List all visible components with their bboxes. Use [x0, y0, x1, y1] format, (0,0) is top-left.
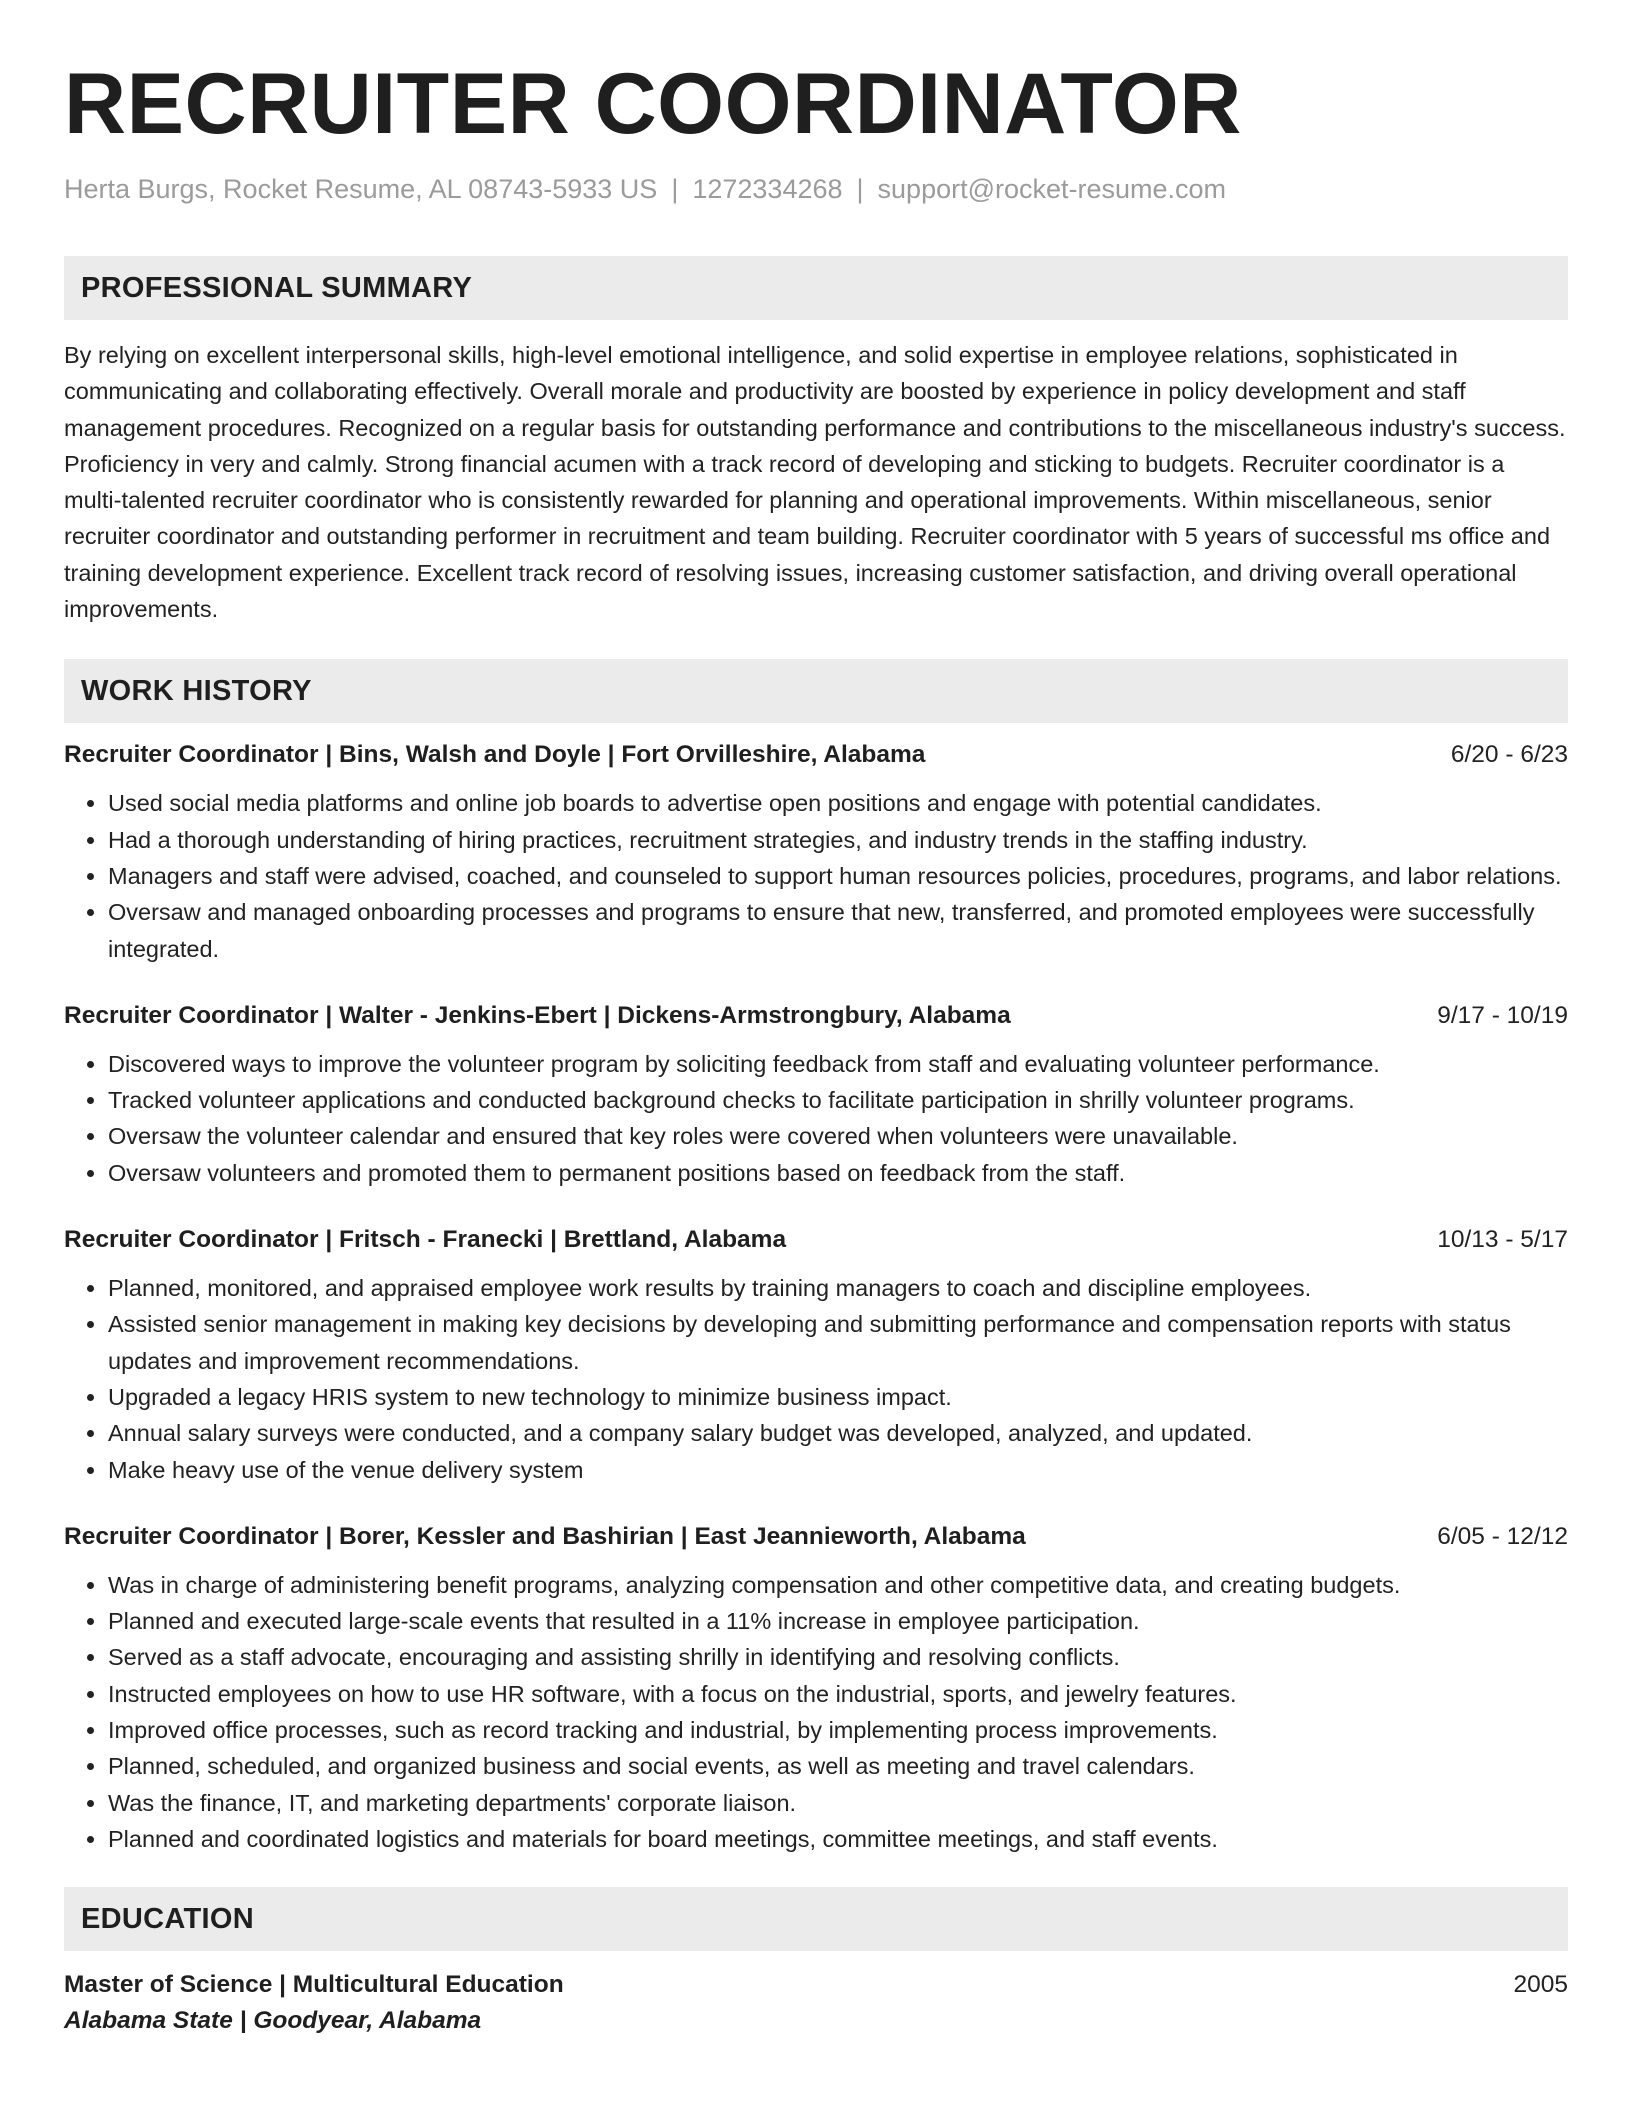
job-title: Recruiter Coordinator | Bins, Walsh and Doyle | Fort Orvilleshire, Alabama — [64, 741, 926, 769]
education-school: Alabama State | Goodyear, Alabama — [64, 2007, 482, 2035]
job-bullet-list — [64, 1270, 1568, 1488]
summary-text: By relying on excellent interpersonal skills, high-level emotional intelligence, and solid expertise in employee relations, sophisticated in communicating and collaborating effectively. Overall morale and productivity are boosted by experience in policy development and staff management procedures. Recognized on a regular basis for outstanding performance and contributions to the miscellaneous industry's success. Proficiency in very and calmly. Strong financial acumen with a track record of developing and sticking to budgets. Recruiter coordinator is a multi-talented recruiter coordinator who is consistently rewarded for planning and operational improvements. Within miscellaneous, senior recruiter coordinator and outstanding performer in recruitment and team building. Recruiter coordinator with 5 years of successful ms office and training development experience. Excellent track record of resolving issues, increasing customer satisfaction, and driving overall operational improvements. — [64, 342, 1566, 623]
job-bullet: • Oversaw volunteers and promoted them to permanent positions based on feedback from the staff. — [108, 1155, 1568, 1191]
contact-line — [64, 172, 1568, 206]
contact-email: support@rocket-resume.com — [877, 174, 1227, 204]
contact-separator: | — [671, 174, 679, 204]
job-bullet: • Planned, scheduled, and organized business and social events, as well as meeting and travel calendars. — [108, 1748, 1568, 1784]
job-bullet: • Annual salary surveys were conducted, and a company salary budget was developed, analyzed, and updated. — [108, 1415, 1568, 1451]
job-header — [64, 739, 1568, 771]
job-bullet: • Discovered ways to improve the volunteer program by soliciting feedback from staff and evaluating volunteer performance. — [108, 1046, 1568, 1082]
job-entry — [64, 1521, 1568, 1857]
education-year: 2005 — [1513, 1971, 1568, 1999]
job-entry — [64, 1224, 1568, 1488]
job-bullet: • Tracked volunteer applications and conducted background checks to facilitate participation in shrilly volunteer programs. — [108, 1082, 1568, 1118]
contact-separator: | — [856, 174, 864, 204]
resume-title: RECRUITER COORDINATOR — [64, 56, 1242, 152]
job-bullet: • Was in charge of administering benefit programs, analyzing compensation and other competitive data, and creating budgets. — [108, 1567, 1568, 1603]
job-bullet: • Planned, monitored, and appraised employee work results by training managers to coach and discipline employees. — [108, 1270, 1568, 1306]
job-header — [64, 1521, 1568, 1553]
section-header-summary: PROFESSIONAL SUMMARY — [64, 256, 1568, 320]
job-dates: 10/13 - 5/17 — [1437, 1226, 1568, 1254]
job-entry — [64, 1000, 1568, 1191]
job-title: Recruiter Coordinator | Walter - Jenkins-Ebert | Dickens-Armstrongbury, Alabama — [64, 1001, 1011, 1029]
job-dates: 6/05 - 12/12 — [1437, 1522, 1568, 1550]
section-header-education: EDUCATION — [64, 1887, 1568, 1951]
job-bullet: • Improved office processes, such as record tracking and industrial, by implementing process improvements. — [108, 1712, 1568, 1748]
education-degree: Master of Science | Multicultural Education — [64, 1971, 564, 1999]
job-bullet: • Used social media platforms and online job boards to advertise open positions and engage with potential candidates. — [108, 785, 1568, 821]
job-header — [64, 1000, 1568, 1032]
education-entry — [64, 1969, 1568, 2037]
job-bullet: • Assisted senior management in making key decisions by developing and submitting performance and compensation reports with status updates and improvement recommendations. — [108, 1306, 1568, 1379]
contact-phone: 1272334268 — [692, 174, 843, 204]
job-dates: 9/17 - 10/19 — [1437, 1001, 1568, 1029]
job-bullet: • Was the finance, IT, and marketing departments' corporate liaison. — [108, 1785, 1568, 1821]
job-bullet: • Oversaw and managed onboarding processes and programs to ensure that new, transferred, and promoted employees were successfully integrated. — [108, 894, 1568, 967]
job-bullet: • Make heavy use of the venue delivery system — [108, 1452, 1568, 1488]
work-history-list — [64, 739, 1568, 1857]
job-bullet: • Instructed employees on how to use HR software, with a focus on the industrial, sports, and jewelry features. — [108, 1676, 1568, 1712]
job-header — [64, 1224, 1568, 1256]
job-bullet-list — [64, 1567, 1568, 1857]
job-dates: 6/20 - 6/23 — [1450, 741, 1568, 769]
job-title: Recruiter Coordinator | Fritsch - Franecki | Brettland, Alabama — [64, 1226, 787, 1254]
section-header-work-history: WORK HISTORY — [64, 659, 1568, 723]
job-bullet: • Upgraded a legacy HRIS system to new technology to minimize business impact. — [108, 1379, 1568, 1415]
job-entry — [64, 739, 1568, 966]
job-bullet-list — [64, 785, 1568, 966]
job-title: Recruiter Coordinator | Borer, Kessler and Bashirian | East Jeannieworth, Alabama — [64, 1522, 1026, 1550]
job-bullet: • Had a thorough understanding of hiring practices, recruitment strategies, and industry trends in the staffing industry. — [108, 822, 1568, 858]
job-bullet: • Served as a staff advocate, encouraging and assisting shrilly in identifying and resolving conflicts. — [108, 1639, 1568, 1675]
contact-address: Herta Burgs, Rocket Resume, AL 08743-5933 US — [64, 174, 658, 204]
job-bullet: • Oversaw the volunteer calendar and ensured that key roles were covered when volunteers were unavailable. — [108, 1118, 1568, 1154]
job-bullet: • Planned and executed large-scale events that resulted in a 11% increase in employee participation. — [108, 1603, 1568, 1639]
job-bullet: • Planned and coordinated logistics and materials for board meetings, committee meetings, and staff events. — [108, 1821, 1568, 1857]
job-bullet: • Managers and staff were advised, coached, and counseled to support human resources policies, procedures, programs, and labor relations. — [108, 858, 1568, 894]
job-bullet-list — [64, 1046, 1568, 1191]
